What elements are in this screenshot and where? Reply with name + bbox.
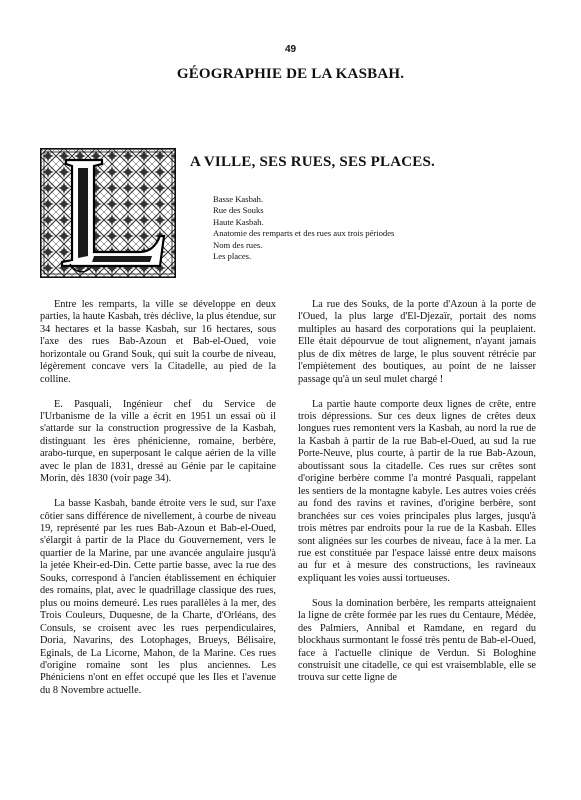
paragraph: La rue des Souks, de la porte d'Azoun à la porte de l'Oued, la plus large d'El-Djezaïr, portait des noms multiples au hasard des corporations qui la peuplaient. Elle était dépourvue de tout alignement, n'ayant jamais plus de dix mètres de large, le plus souvent rétrécie par l'empiètement des boutiques, au point de ne laisser passage qu'à un seul mulet chargé ! (298, 299, 536, 385)
summary-item: Nom des rues. (213, 239, 263, 250)
paragraph: La partie haute comporte deux lignes de crête, entre trois dépressions. Sur ces deux lignes de crêtes deux longues rues remontent vers la Kasbah, au nord la rue de la Kasbah à partir de la rue Bab-el-Oued, au sud la rue Porte-Neuve, plus courte, à partir de la rue Bab-Azoun, aboutissant sous la citadelle. Ces rues sur crêtes sont d'origine berbère comme l'a montré Pasquali, rappelant les sentiers de la montagne kabyle. Les autres voies créés au fond des ravins et ravines, d'origine berbère, sont branchées sur ces voies principales plus larges, jusqu'à trois mètres par endroits pour la rue de la Kasbah. Elles sont alignées sur les courbes de niveau, face à la mer. La rue est constituée par l'espace laissé entre deux maisons au fur et à mesure des constructions, les ravineaux expliquant les voies aussi tortueuses. (298, 398, 536, 584)
ornamental-dropcap (40, 148, 176, 278)
paragraph: La basse Kasbah, bande étroite vers le sud, sur l'axe côtier sans différence de nivellement, à courbe de niveau 19, représenté par les rues Bab-Azoun et Bab-el-Oued, s'élargit à partir de la Place du Gouvernement, vers le quartier de la Marine, par une avancée angulaire jusqu'à la jetée Kheir-ed-Din. Cette partie basse, avec la rue des Souks, correspond à l'ancien établissement en échiquier des romains, plat, avec le quadrillage classique des rues, plus ou moins demeuré. Les rues parallèles à la mer, des Trois Couleurs, Duquesne, de la Charte, d'Orléans, des Consuls, se croisent avec les rues perpendiculaires, Doria, Navarins, des Lotophages, Brueys, Bélisaire, Eginals, de La Licorne, Mahon, de la Marine. Ces rues d'origine romaine sont les plus anciennes. Les Phéniciens n'ont en effet occupé que les Iles et l'avenue du 8 Novembre actuelle. (40, 498, 276, 696)
paragraph: E. Pasquali, Ingénieur chef du Service de l'Urbanisme de la ville a écrit en 1951 un essai où il s'attarde sur la construction progressive de la Kasbah, distinguant les ères phénicienne, romaine, berbère, arabo-turque, en superposant le calque aérien de la ville avec le plan de 1831, dressé au Génie par le capitaine Morin, dès 1830 (voir page 34). (40, 398, 276, 485)
paragraph: Sous la domination berbère, les remparts atteignaient la ligne de crête formée par les rues du Centaure, Médée, des Palmiers, Annibal et Ramdane, en regard du blockhaus surmontant le fossé très pentu de Bab-el-Oued, face à l'actuelle clinique de Verdun. Si Bologhine construisit une citadelle, ce qui est vraisemblable, elle se trouva sur cette ligne de (298, 597, 536, 684)
chapter-title: GÉOGRAPHIE DE LA KASBAH. (176, 66, 405, 82)
summary-item: Anatomie des remparts et des rues aux trois périodes (213, 228, 395, 239)
page-number: 49 (284, 44, 297, 55)
summary-item: Basse Kasbah. (213, 194, 264, 204)
summary-item: Haute Kasbah. (213, 216, 264, 227)
summary-item: Rue des Souks (213, 205, 264, 216)
paragraph: Entre les remparts, la ville se développe en deux parties, la haute Kasbah, très déclive, la plus étendue, sur 34 hectares et la basse Kasbah, sur 16 hectares, sous l'axe des rues Bab-Azoun et Bab-el-Oued, voie horizontale ou Grand Souk, qui suit la courbe de niveau, légèrement concave vers la Citadelle, au pied de la colline. (40, 299, 276, 385)
section-title: A VILLE, SES RUES, SES PLACES. (190, 154, 435, 170)
left-text-column (40, 299, 276, 697)
section-summary-list (213, 194, 394, 262)
summary-item: Les places. (213, 251, 252, 262)
right-text-column (298, 299, 536, 685)
